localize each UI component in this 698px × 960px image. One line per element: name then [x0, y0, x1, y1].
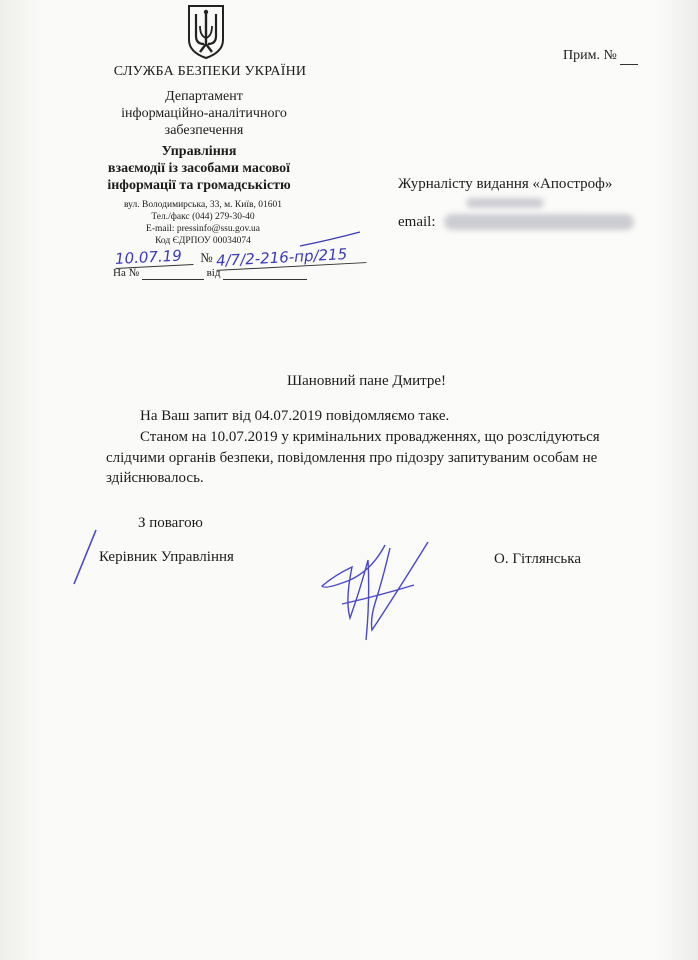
ref-number-blank [142, 267, 204, 280]
registration-number: 4/7/2-216-пр/215 [216, 244, 367, 271]
ref-from: від [206, 267, 221, 279]
body-paragraph-2-line-3: здійснювалось. [106, 470, 204, 486]
organization-name: СЛУЖБА БЕЗПЕКИ УКРАЇНИ [113, 64, 307, 79]
phone-line: Тел./факс (044) 279-30-40 [151, 212, 255, 222]
department-line: Департамент [165, 89, 243, 104]
signer-name: О. Гітлянська [494, 551, 581, 567]
department-line: забезпечення [164, 123, 244, 138]
edrpou-line: Код ЄДРПОУ 00034074 [155, 236, 251, 246]
management-name [82, 143, 316, 194]
attachment-note [563, 48, 638, 65]
redacted-recipient-email [444, 214, 634, 230]
closing-regards: З повагою [138, 515, 203, 531]
attachment-note-label: Прим. № [563, 48, 617, 63]
recipient-line: Журналісту видання «Апостроф» [398, 176, 613, 192]
salutation: Шановний пане Дмитре! [287, 373, 446, 389]
signer-position: Керівник Управління [99, 549, 234, 565]
management-line: взаємодії із засобами масової [107, 161, 291, 176]
recipient-email-label: email: [398, 214, 436, 230]
registration-line [114, 245, 366, 270]
management-line: інформації та громадськістю [107, 178, 291, 193]
body-paragraph-2-line-2: слідчими органів безпеки, повідомлення про підозру запитуваним особам не [106, 450, 598, 466]
ref-prefix: На № [113, 267, 140, 279]
ref-date-blank [223, 267, 307, 280]
attachment-note-blank [620, 48, 638, 65]
department-name [98, 88, 310, 139]
contact-block [98, 199, 308, 247]
department-line: інформаційно-аналітичного [121, 106, 287, 121]
trident-emblem-icon [186, 4, 226, 60]
registration-date: 10.07.19 [115, 246, 194, 269]
email-line: E-mail: pressinfo@ssu.gov.ua [146, 224, 260, 234]
redacted-recipient-name [466, 198, 544, 208]
body-paragraph-2-line-1: Станом на 10.07.2019 у кримінальних провадженнях, що розслідуються [140, 429, 600, 445]
number-sign: № [200, 250, 213, 265]
management-line: Управління [161, 144, 237, 159]
reference-line [113, 267, 307, 280]
body-paragraph-1: На Ваш запит від 04.07.2019 повідомляємо таке. [140, 408, 450, 424]
address-line: вул. Володимирська, 33, м. Київ, 01601 [124, 200, 282, 210]
